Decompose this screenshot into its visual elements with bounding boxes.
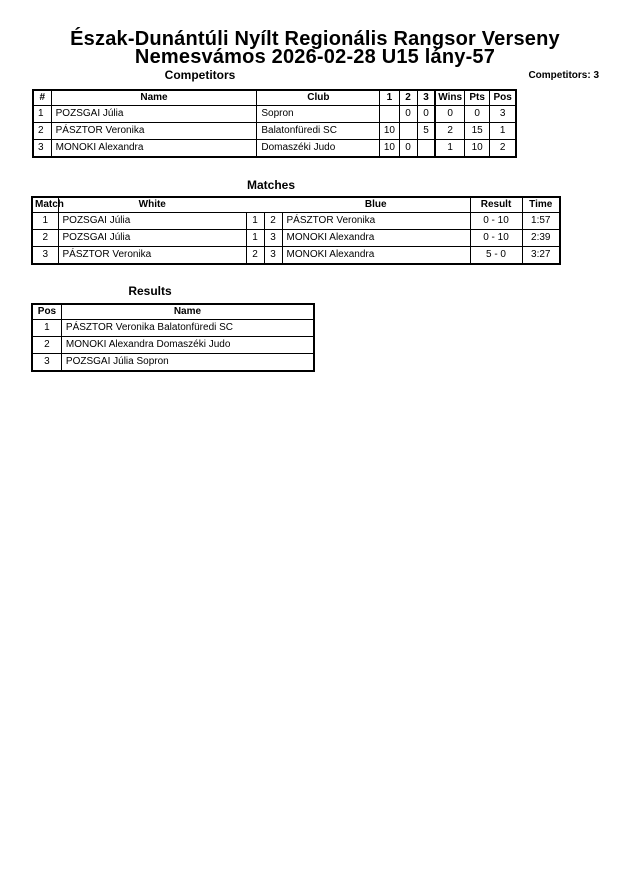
wins-cell: 1 xyxy=(435,140,464,158)
score-cell xyxy=(417,140,435,158)
pts-cell: 15 xyxy=(465,123,490,140)
header-spacer xyxy=(264,197,282,213)
results-header-row xyxy=(32,304,314,320)
score-cell: 0 xyxy=(399,106,417,123)
result-pos: 3 xyxy=(32,354,61,372)
white-competitor: PÁSZTOR Veronika xyxy=(58,247,246,265)
match-num: 2 xyxy=(32,230,58,247)
results-table xyxy=(31,303,315,372)
matches-table xyxy=(31,196,561,265)
pts-cell: 0 xyxy=(465,106,490,123)
wins-cell: 2 xyxy=(435,123,464,140)
match-result: 0 - 10 xyxy=(470,213,522,230)
match-time: 3:27 xyxy=(522,247,560,265)
match-time: 2:39 xyxy=(522,230,560,247)
competitor-name: POZSGAI Júlia xyxy=(51,106,257,123)
table-row xyxy=(32,320,314,337)
table-row xyxy=(32,213,560,230)
col-header-white: White xyxy=(58,197,246,213)
header-spacer xyxy=(246,197,264,213)
col-header-name: Name xyxy=(61,304,314,320)
col-header-num: # xyxy=(33,90,51,106)
result-name: PÁSZTOR Veronika Balatonfüredi SC xyxy=(61,320,314,337)
blue-competitor: MONOKI Alexandra xyxy=(282,247,470,265)
col-header-club: Club xyxy=(257,90,380,106)
match-num: 3 xyxy=(32,247,58,265)
pos-cell: 2 xyxy=(490,140,516,158)
col-header-match: Match xyxy=(32,197,58,213)
match-result: 0 - 10 xyxy=(470,230,522,247)
score-cell: 5 xyxy=(417,123,435,140)
pts-cell: 10 xyxy=(465,140,490,158)
competitor-club: Domaszéki Judo xyxy=(257,140,380,158)
table-row xyxy=(32,354,314,372)
col-header-result: Result xyxy=(470,197,522,213)
match-time: 1:57 xyxy=(522,213,560,230)
col-header-score-1: 1 xyxy=(380,90,399,106)
page-title: Észak-Dunántúli Nyílt Regionális Rangsor Verseny xyxy=(70,28,560,50)
page-subtitle: Nemesvámos 2026-02-28 U15 lány-57 xyxy=(134,46,496,68)
col-header-score-2: 2 xyxy=(399,90,417,106)
results-section-title: Results xyxy=(128,284,172,298)
score-cell: 0 xyxy=(417,106,435,123)
white-competitor: POZSGAI Júlia xyxy=(58,213,246,230)
blue-competitor: MONOKI Alexandra xyxy=(282,230,470,247)
col-header-blue: Blue xyxy=(282,197,470,213)
competitor-name: PÁSZTOR Veronika xyxy=(51,123,257,140)
blue-num: 3 xyxy=(264,247,282,265)
table-row xyxy=(33,123,516,140)
score-cell: 10 xyxy=(380,123,399,140)
competitor-club: Balatonfüredi SC xyxy=(257,123,380,140)
wins-cell: 0 xyxy=(435,106,464,123)
matches-section-title: Matches xyxy=(246,178,296,192)
result-pos: 2 xyxy=(32,337,61,354)
result-name: POZSGAI Júlia Sopron xyxy=(61,354,314,372)
competitors-table xyxy=(32,89,517,158)
pos-cell: 1 xyxy=(490,123,516,140)
result-pos: 1 xyxy=(32,320,61,337)
competitors-section-title: Competitors xyxy=(164,68,236,82)
table-row xyxy=(33,106,516,123)
result-name: MONOKI Alexandra Domaszéki Judo xyxy=(61,337,314,354)
white-num: 1 xyxy=(246,213,264,230)
match-result: 5 - 0 xyxy=(470,247,522,265)
col-header-wins: Wins xyxy=(435,90,464,106)
score-cell xyxy=(380,106,399,123)
competitor-num: 1 xyxy=(33,106,51,123)
competitor-club: Sopron xyxy=(257,106,380,123)
blue-num: 3 xyxy=(264,230,282,247)
white-num: 2 xyxy=(246,247,264,265)
white-competitor: POZSGAI Júlia xyxy=(58,230,246,247)
col-header-pos: Pos xyxy=(32,304,61,320)
competitor-num: 3 xyxy=(33,140,51,158)
white-num: 1 xyxy=(246,230,264,247)
table-row xyxy=(32,247,560,265)
col-header-name: Name xyxy=(51,90,257,106)
blue-num: 2 xyxy=(264,213,282,230)
table-row xyxy=(32,230,560,247)
col-header-pts: Pts xyxy=(465,90,490,106)
table-row xyxy=(32,337,314,354)
blue-competitor: PÁSZTOR Veronika xyxy=(282,213,470,230)
pos-cell: 3 xyxy=(490,106,516,123)
col-header-score-3: 3 xyxy=(417,90,435,106)
competitors-count: Competitors: 3 xyxy=(528,70,599,81)
col-header-time: Time xyxy=(522,197,560,213)
score-cell: 10 xyxy=(380,140,399,158)
matches-header-row xyxy=(32,197,560,213)
competitor-name: MONOKI Alexandra xyxy=(51,140,257,158)
table-row xyxy=(33,140,516,158)
competitor-num: 2 xyxy=(33,123,51,140)
score-cell xyxy=(399,123,417,140)
col-header-pos: Pos xyxy=(490,90,516,106)
competitors-header-row xyxy=(33,90,516,106)
score-cell: 0 xyxy=(399,140,417,158)
match-num: 1 xyxy=(32,213,58,230)
